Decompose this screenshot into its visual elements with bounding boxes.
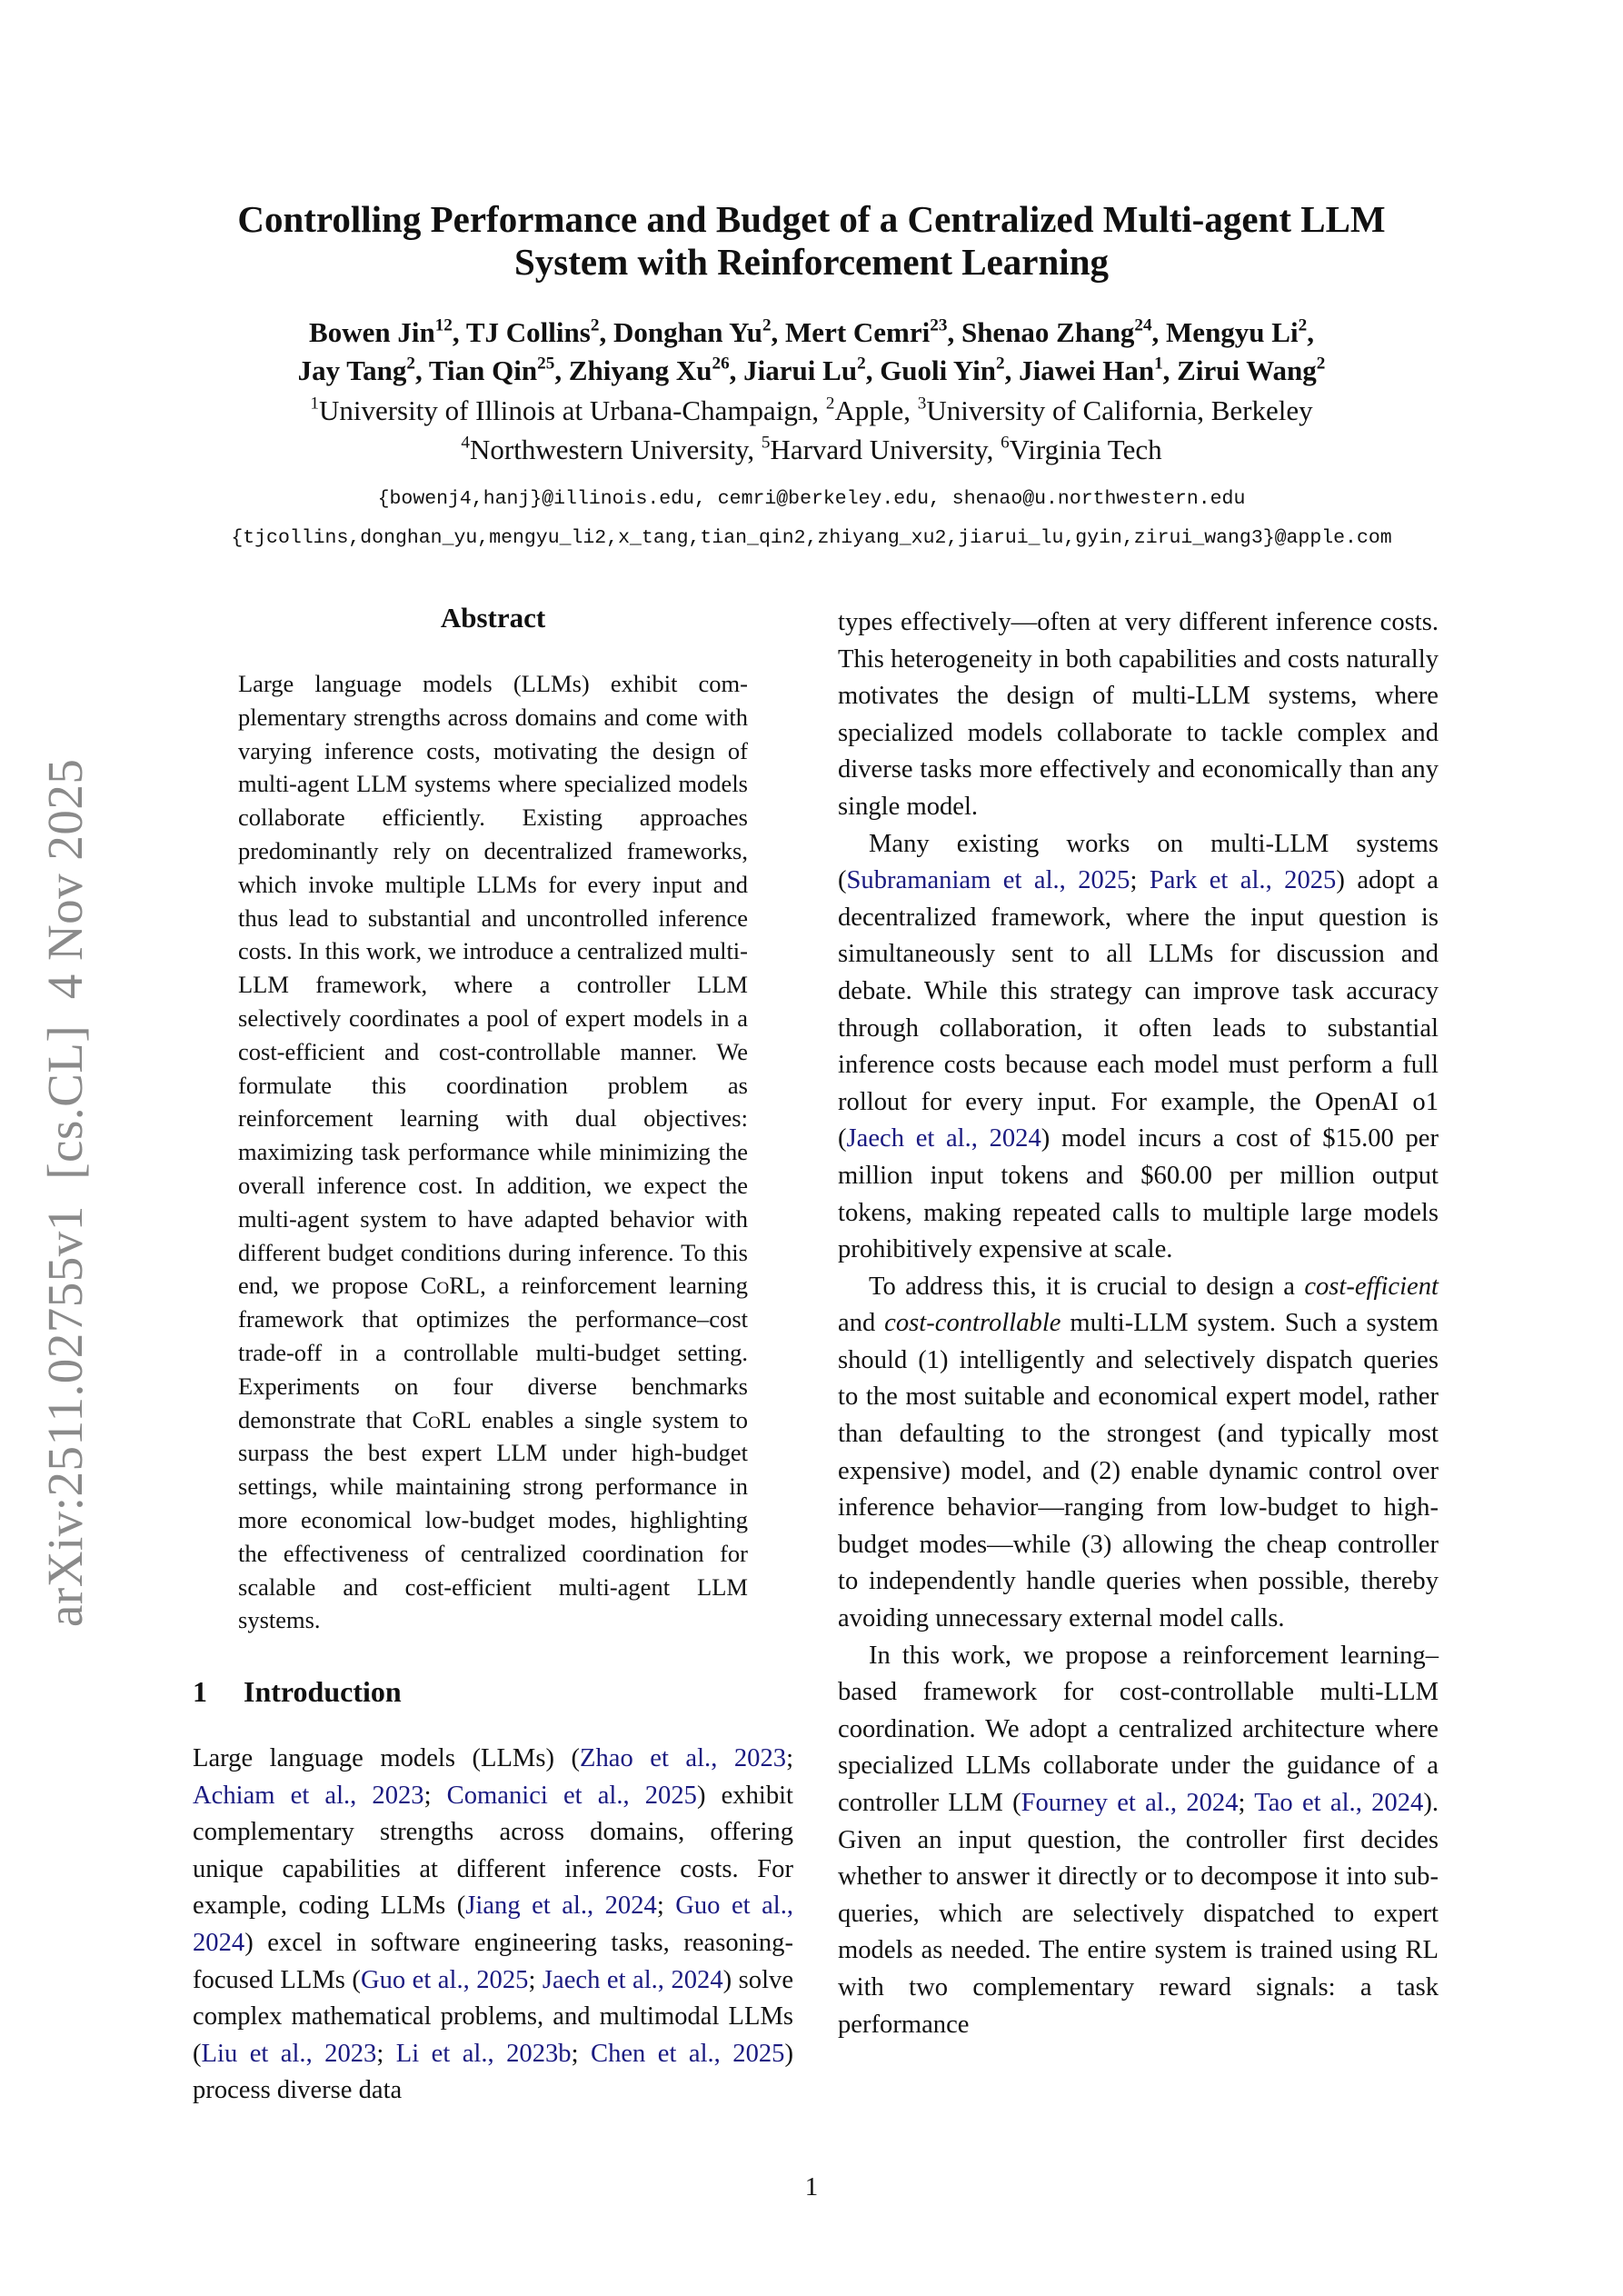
author-line-2: Jay Tang$^2$, Tian Qin$^{25}$, Zhiyang Xu$^{26}$, Jiarui Lu$^2$, Guoli Yin$^2$, Jiawei Han$^1$, Zirui Wang$^2$: [297, 354, 1326, 386]
citation-link[interactable]: Guo et al., 2025: [360, 1965, 529, 1994]
arxiv-id: arXiv:2511.02755v1: [37, 1205, 93, 1627]
author: Guoli Yin$^2$: [880, 354, 1005, 386]
intro-paragraph-4: In this work, we propose a reinforcement learning–based framework for cost-controllable multi-LLM coordination. We adopt a centralized architecture where specialized LLMs collaborate under the guidance of a controller LLM (Fourney et al., 2024; Tao et al., 2024). Given an input question, the controller first decides whether to answer it directly or to decompose it into sub-queries, which are selectively dispatched to expert models as needed. The entire system is trained using RL with two complementary reward signals: a task performance: [838, 1641, 1439, 2039]
author-list: [0, 314, 1623, 390]
section-title: Introduction: [244, 1675, 402, 1709]
author: Mert Cemri$^{23}$: [785, 315, 948, 348]
affiliation: $^4$Northwestern University: [461, 433, 748, 465]
intro-paragraph-2: Many existing works on multi-LLM systems (Subramaniam et al., 2025; Park et al., 2025) adopt a decentralized framework, where the input question is simultaneously sent to all LLMs for discussion and debate. While this strategy can improve task accuracy through collaboration, it often leads to substantial inference costs because each model must perform a full rollout for every input. For example, the OpenAI o1 (Jaech et al., 2024) model incurs a cost of $15.00 per million input tokens and $60.00 per million output tokens, making repeated calls to multiple large models prohibitively expensive at scale.: [838, 829, 1439, 1264]
email-line-2: {tjcollins,donghan_yu,mengyu_li2,x_tang,tian_qin2,zhiyang_xu2,jiarui_lu,gyin,zirui_wang3}@apple.com: [231, 527, 1392, 549]
affiliation-line-2: $^4$Northwestern University, $^5$Harvard University, $^6$Virginia Tech: [461, 433, 1162, 465]
citation-link[interactable]: Tao et al., 2024: [1254, 1789, 1424, 1817]
affiliation: $^6$Virginia Tech: [1001, 433, 1162, 465]
author-line-1: Bowen Jin$^{12}$, TJ Collins$^2$, Donghan Yu$^2$, Mert Cemri$^{23}$, Shenao Zhang$^{24}$, Mengyu Li$^2$,: [309, 315, 1314, 348]
title-line-2: System with Reinforcement Learning: [513, 241, 1110, 283]
author: Mengyu Li$^2$: [1166, 315, 1308, 348]
author: Jay Tang$^2$: [297, 354, 415, 386]
intro-paragraph-1: Large language models (LLMs) (Zhao et al., 2023; Achiam et al., 2023; Comanici et al., 2025) exhibit complementary strengths across domains, offering unique capabilities at different inference costs. For example, coding LLMs (Jiang et al., 2024; Guo et al., 2024) excel in software engineering tasks, reasoning-focused LLMs (Guo et al., 2025; Jaech et al., 2024) solve complex mathematical problems, and multimodal LLMs (Liu et al., 2023; Li et al., 2023b; Chen et al., 2025) process diverse data: [193, 1744, 794, 2105]
author: Jiarui Lu$^2$: [743, 354, 866, 386]
citation-link[interactable]: Li et al., 2023b: [395, 2039, 572, 2068]
method-name: CoRL: [412, 1405, 472, 1433]
citation-link[interactable]: Guo et al., 2024: [193, 1892, 793, 1958]
author: TJ Collins$^2$: [465, 315, 600, 348]
citation-link[interactable]: Achiam et al., 2023: [193, 1781, 424, 1810]
citation-link[interactable]: Jaech et al., 2024: [542, 1965, 723, 1994]
author: Donghan Yu$^2$: [612, 315, 772, 348]
intro-paragraph-1-continued: types effectively—often at very different inference costs. This heterogeneity in both capabilities and costs naturally motivates the design of multi-LLM systems, where specialized models collaborate to tackle complex and diverse tasks more effectively and economically than any single model.: [838, 608, 1439, 821]
abstract-heading: Abstract: [440, 602, 546, 634]
arxiv-date: 4 Nov 2025: [37, 758, 93, 1000]
arxiv-category: [cs.CL]: [37, 1024, 93, 1180]
intro-paragraph-3: To address this, it is crucial to design a cost-efficient and cost-controllable multi-LLM system. Such a system should (1) intelligently and selectively dispatch queries to the most suitable and economical expert model, rather than defaulting to the strongest (and typically most expensive) model, and (2) enable dynamic control over inference behavior—ranging from low-budget to high-budget modes—while (3) allowing the cheap controller to independently handle queries when possible, thereby avoiding unnecessary external model calls.: [838, 1272, 1439, 1633]
affiliation: $^1$University of Illinois at Urbana-Champaign: [310, 394, 812, 426]
citation-link[interactable]: Subramaniam et al., 2025: [846, 866, 1130, 895]
paper-title: [0, 198, 1623, 284]
citation-link[interactable]: Jaech et al., 2024: [846, 1124, 1041, 1153]
citation-link[interactable]: Fourney et al., 2024: [1021, 1789, 1239, 1817]
author: Shenao Zhang$^{24}$: [961, 315, 1152, 348]
page-number: 1: [804, 2172, 819, 2201]
arxiv-stamp: [36, 664, 95, 1627]
section-heading-introduction: [193, 1673, 793, 1710]
abstract-text: Large language models (LLMs) exhibit complementary strengths across domains and come with varying inference costs, motivating the design of multi-agent LLM systems where specialized models collaborate efficiently. Existing approaches predominantly rely on decentralized frameworks, which invoke multiple LLMs for every input and thus lead to substantial and uncontrolled inference costs. In this work, we introduce a centralized multi-LLM framework, where a controller LLM selectively coordinates a pool of expert models in a cost-efficient and cost-controllable manner. We formulate this coordination problem as reinforcement learning with dual objectives: maximizing task performance while minimizing the overall inference cost. In addition, we expect the multi-agent system to have adapted behavior with different budget conditions during inference. To this end, we propose CoRL, a reinforcement learning framework that optimizes the performance–cost trade-off in a controllable multi-budget setting. Experiments on four diverse benchmarks demonstrate that CoRL enables a single system to surpass the best expert LLM under high-budget settings, while maintaining strong performance in more economical low-budget modes, highlighting the effectiveness of centralized coordination for scalable and cost-efficient multi-agent LLM systems.: [238, 670, 749, 1634]
left-column: [193, 600, 793, 2110]
citation-link[interactable]: Liu et al., 2023: [201, 2039, 377, 2068]
author: Tian Qin$^{25}$: [428, 354, 555, 386]
author: Zirui Wang$^2$: [1177, 354, 1326, 386]
citation-link[interactable]: Jiang et al., 2024: [465, 1892, 657, 1921]
section-number: 1: [193, 1675, 207, 1709]
method-name: CoRL: [420, 1272, 481, 1300]
right-column: [838, 604, 1439, 2043]
title-line-1: Controlling Performance and Budget of a Centralized Multi-agent LLM: [237, 198, 1386, 240]
affiliation-line-1: $^1$University of Illinois at Urbana-Champaign, $^2$Apple, $^3$University of California, Berkeley: [310, 394, 1313, 426]
author: Jiawei Han$^1$: [1019, 354, 1163, 386]
author: Zhiyang Xu$^{26}$: [568, 354, 730, 386]
affiliation: $^5$Harvard University: [761, 433, 987, 465]
affiliation-list: [0, 391, 1623, 469]
citation-link[interactable]: Comanici et al., 2025: [446, 1781, 697, 1810]
email-block: [0, 480, 1623, 558]
email-line-1: {bowenj4,hanj}@illinois.edu, cemri@berkeley.edu, shenao@u.northwestern.edu: [377, 488, 1246, 510]
author: Bowen Jin$^{12}$: [309, 315, 453, 348]
citation-link[interactable]: Park et al., 2025: [1149, 866, 1337, 895]
citation-link[interactable]: Zhao et al., 2023: [580, 1744, 787, 1773]
affiliation: $^3$University of California, Berkeley: [917, 394, 1313, 426]
affiliation: $^2$Apple: [825, 394, 904, 426]
citation-link[interactable]: Chen et al., 2025: [591, 2039, 785, 2068]
